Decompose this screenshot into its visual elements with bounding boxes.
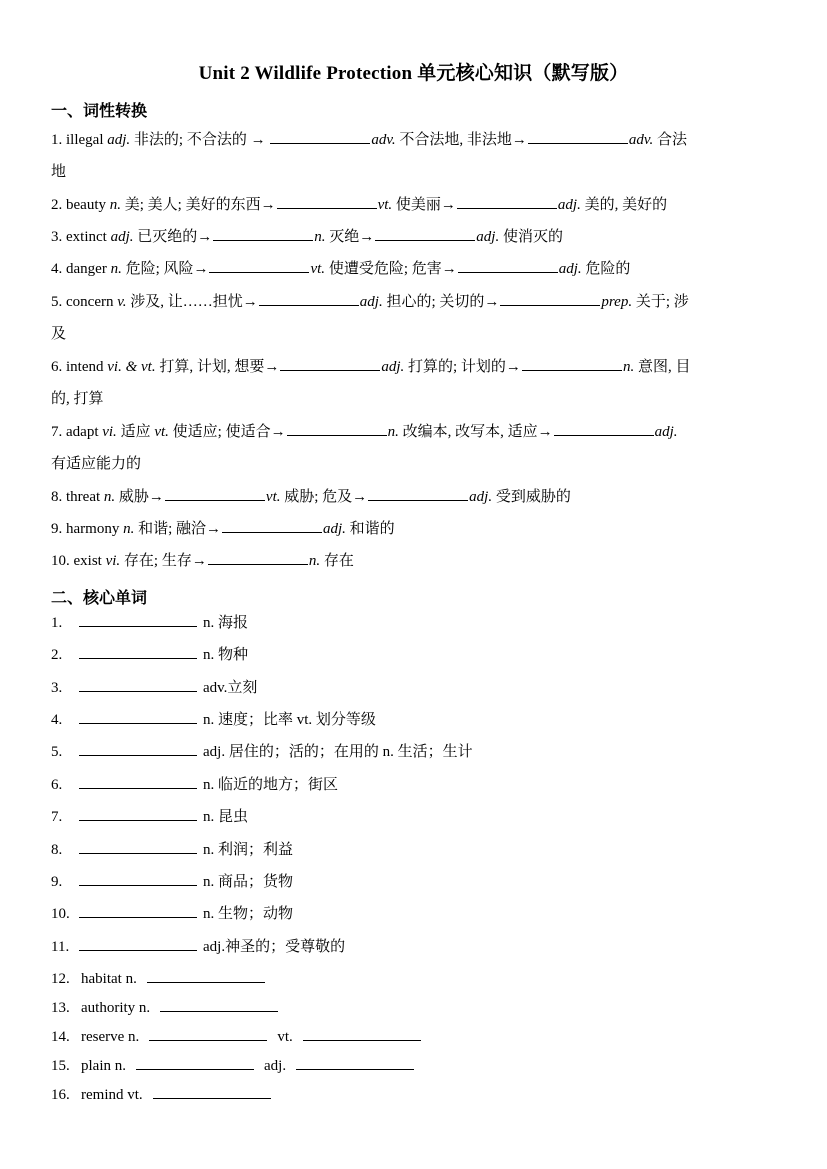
answer-blank[interactable] xyxy=(79,774,197,789)
answer-blank[interactable] xyxy=(136,1055,254,1070)
answer-blank[interactable] xyxy=(79,839,197,854)
core-word-item-13: 13. authority n. xyxy=(51,997,288,1018)
answer-blank[interactable] xyxy=(375,226,475,241)
core-word-item-7: 7. n. 昆虫 xyxy=(51,806,248,827)
core-word-item-4: 4. n. 速度；比率 vt. 划分等级 xyxy=(51,709,376,730)
answer-blank[interactable] xyxy=(79,644,197,659)
word-form-item-5: 5. concern v. 涉及, 让……担忧→ adj. 担心的; 关切的→ prep. 关于; 涉 及 xyxy=(51,286,775,350)
answer-blank[interactable] xyxy=(528,129,628,144)
answer-blank[interactable] xyxy=(457,194,557,209)
answer-blank[interactable] xyxy=(270,129,370,144)
word-form-item-2: 2. beauty n. 美; 美人; 美好的东西→ vt. 使美丽→ adj. 美的, 美好的 xyxy=(51,189,775,221)
answer-blank[interactable] xyxy=(259,291,359,306)
answer-blank[interactable] xyxy=(368,486,468,501)
answer-blank[interactable] xyxy=(147,968,265,983)
core-word-item-16: 16. remind vt. xyxy=(51,1084,281,1105)
answer-blank[interactable] xyxy=(79,903,197,918)
answer-blank[interactable] xyxy=(522,356,622,371)
page-title: Unit 2 Wildlife Protection 单元核心知识（默写版） xyxy=(198,63,629,84)
answer-blank[interactable] xyxy=(79,806,197,821)
answer-blank[interactable] xyxy=(79,612,197,627)
answer-blank[interactable] xyxy=(458,258,558,273)
core-word-item-1: 1. n. 海报 xyxy=(51,612,248,633)
answer-blank[interactable] xyxy=(500,291,600,306)
core-word-item-10: 10. n. 生物；动物 xyxy=(51,903,293,924)
word-form-item-4: 4. danger n. 危险; 风险→ vt. 使遭受危险; 危害→ adj. 危险的 xyxy=(51,253,775,285)
answer-blank[interactable] xyxy=(213,226,313,241)
word-form-item-6: 6. intend vi. & vt. 打算, 计划, 想要→ adj. 打算的; 计划的→ n. 意图, 目 的, 打算 xyxy=(51,351,775,415)
answer-blank[interactable] xyxy=(79,871,197,886)
answer-blank[interactable] xyxy=(149,1026,267,1041)
answer-blank[interactable] xyxy=(79,936,197,951)
word-form-item-8: 8. threat n. 威胁→ vt. 威胁; 危及→ adj. 受到威胁的 xyxy=(51,481,775,513)
answer-blank[interactable] xyxy=(153,1084,271,1099)
answer-blank[interactable] xyxy=(222,518,322,533)
answer-blank[interactable] xyxy=(277,194,377,209)
core-word-item-15: 15. plain n. adj. xyxy=(51,1055,424,1076)
word-form-item-10: 10. exist vi. 存在; 生存→ n. 存在 xyxy=(51,545,775,577)
answer-blank[interactable] xyxy=(79,677,197,692)
core-word-item-5: 5. adj. 居住的；活的；在用的 n. 生活；生计 xyxy=(51,741,473,762)
core-word-item-8: 8. n. 利润；利益 xyxy=(51,839,293,860)
core-word-item-3: 3. adv.立刻 xyxy=(51,677,257,698)
answer-blank[interactable] xyxy=(165,486,265,501)
answer-blank[interactable] xyxy=(79,709,197,724)
word-form-item-7: 7. adapt vi. 适应 vt. 使适应; 使适合→ n. 改编本, 改写本, 适应→ adj. 有适应能力的 xyxy=(51,416,775,480)
answer-blank[interactable] xyxy=(280,356,380,371)
answer-blank[interactable] xyxy=(296,1055,414,1070)
answer-blank[interactable] xyxy=(79,741,197,756)
section-heading-word-forms: 一、词性转换 xyxy=(51,101,148,120)
core-word-item-12: 12. habitat n. xyxy=(51,968,275,989)
answer-blank[interactable] xyxy=(209,258,309,273)
answer-blank[interactable] xyxy=(554,421,654,436)
answer-blank[interactable] xyxy=(287,421,387,436)
word-form-item-3: 3. extinct adj. 已灭绝的→ n. 灭绝→ adj. 使消灭的 xyxy=(51,221,775,253)
answer-blank[interactable] xyxy=(303,1026,421,1041)
core-word-item-6: 6. n. 临近的地方；街区 xyxy=(51,774,338,795)
word-form-item-9: 9. harmony n. 和谐; 融洽→ adj. 和谐的 xyxy=(51,513,775,545)
core-word-item-11: 11. adj.神圣的；受尊敬的 xyxy=(51,936,345,957)
core-word-item-2: 2. n. 物种 xyxy=(51,644,248,665)
answer-blank[interactable] xyxy=(208,550,308,565)
core-word-item-14: 14. reserve n. vt. xyxy=(51,1026,431,1047)
section-heading-core-words: 二、核心单词 xyxy=(51,588,148,607)
word-form-item-1: 1. illegal adj. 非法的; 不合法的 → adv. 不合法地, 非法地→ adv. 合法 地 xyxy=(51,124,775,188)
core-word-item-9: 9. n. 商品；货物 xyxy=(51,871,293,892)
answer-blank[interactable] xyxy=(160,997,278,1012)
